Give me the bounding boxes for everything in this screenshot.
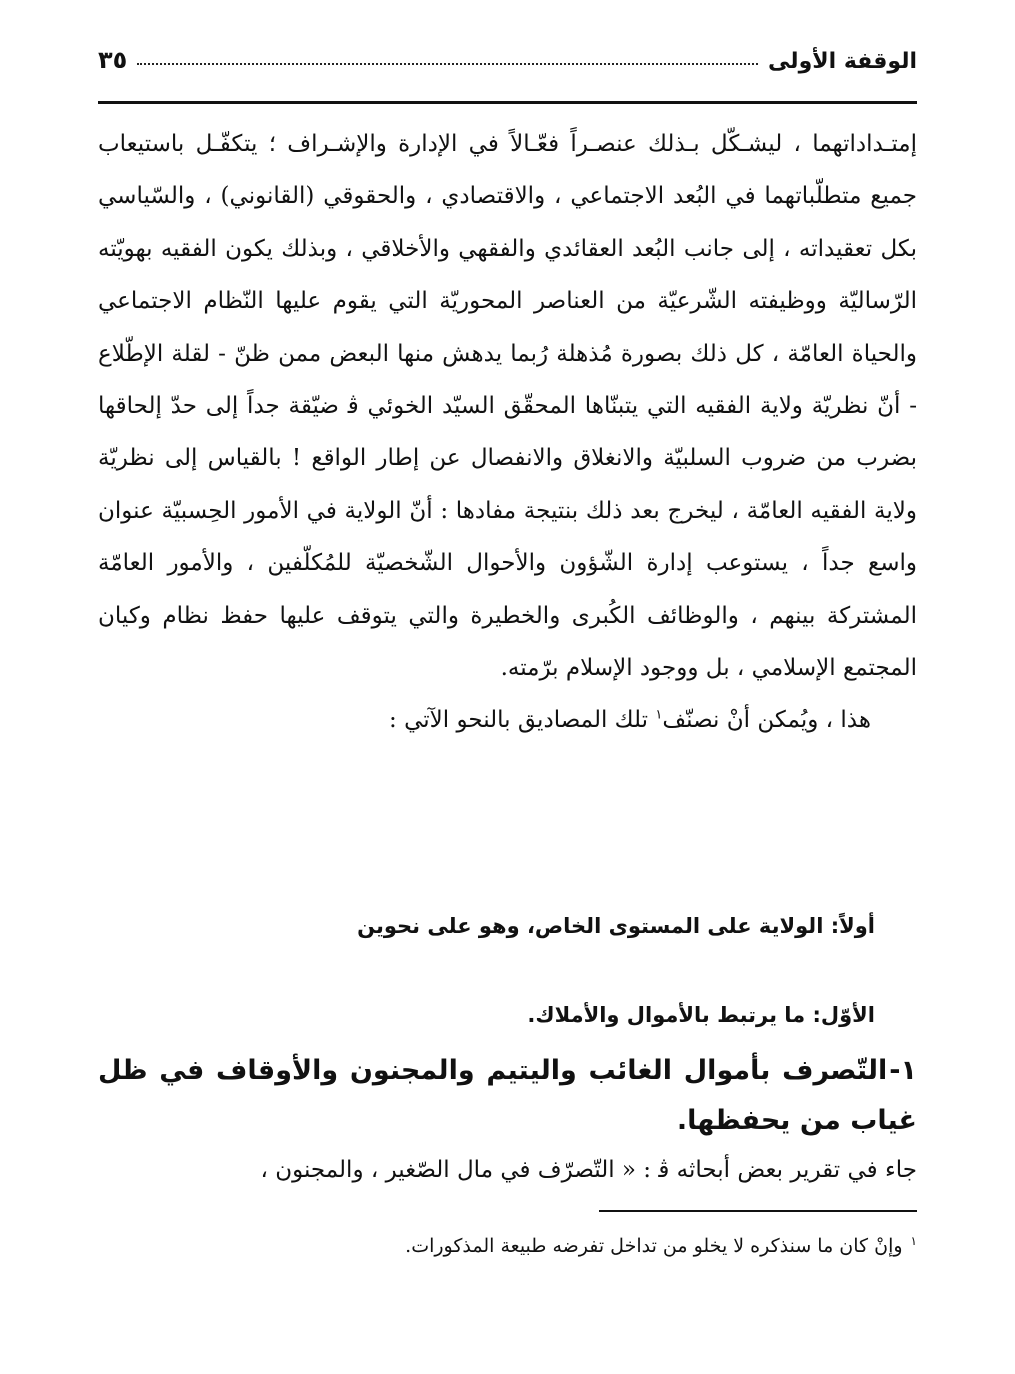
footnote-reference[interactable]: ١ <box>655 707 663 723</box>
paragraph-2-text-b: تلك المصاديق بالنحو الآتي : <box>389 707 656 734</box>
header-rule <box>98 101 917 104</box>
paragraph-2 <box>98 694 917 746</box>
subsection-heading: الأوّل: ما يرتبط بالأموال والأملاك. <box>527 1003 875 1027</box>
running-title: الوقفة الأولى <box>768 49 917 74</box>
body-text <box>98 118 917 747</box>
page-number: ٣٥ <box>98 46 128 74</box>
item-heading-text: التّصرف بأموال الغائب واليتيم والمجنون والأوقاف في ظل غياب من يحفظها. <box>98 1055 917 1136</box>
leader-dots <box>137 63 758 65</box>
footnote-rule <box>599 1210 917 1212</box>
item-number: ١- <box>889 1055 917 1086</box>
paragraph-2-text-a: هذا ، ويُمكن أنْ نصنّف <box>662 707 871 734</box>
running-header <box>98 30 917 74</box>
section-heading: أولاً: الولاية على المستوى الخاص، وهو على نحوين <box>357 914 875 938</box>
footnote-number: ١ <box>910 1233 917 1248</box>
item-heading <box>98 1046 917 1146</box>
paragraph-1: إمتـداداتهما ، ليشـكّل بـذلك عنصـراً فعّـالاً في الإدارة والإشـراف ؛ يتكفّـل باستيعاب جميع متطلّباتهما في البُعد الاجتماعي ، والاقتصادي ، والحقوقي (القانوني) ، والسّياسي بكل تعقيداته ، إلى جانب البُعد العقائدي والفقهي والأخلاقي ، وبذلك يكون الفقيه بهويّته الرّساليّة ووظيفته الشّرعيّة من العناصر المحوريّة التي يقوم عليها النّظام الاجتماعي والحياة العامّة ، كل ذلك بصورة مُذهلة رُبما يدهش منها البعض ممن ظنّ - لقلة الإطّلاع - أنّ نظريّة ولاية الفقيه التي يتبنّاها المحقّق السيّد الخوئي ﭬ ضيّقة جداً إلى حدّ إلحاقها بضرب من ضروب السلبيّة والانغلاق والانفصال عن إطار الواقع ! بالقياس إلى نظريّة ولاية الفقيه العامّة ، ليخرج بعد ذلك بنتيجة مفادها : أنّ الولاية في الأمور الحِسبيّة عنوان واسع جداً ، يستوعب إدارة الشّؤون والأحوال الشّخصيّة للمُكلّفين ، والأمور العامّة المشتركة بينهم ، والوظائف الكُبرى والخطيرة والتي يتوقف عليها حفظ نظام وكيان المجتمع الإسلامي ، بل ووجود الإسلام برّمته. <box>98 131 917 682</box>
paragraph-3: جاء في تقرير بعض أبحاثه ﭬ : « التّصرّف في مال الصّغير ، والمجنون ، <box>260 1157 917 1183</box>
footnote <box>98 1230 917 1262</box>
footnote-text: وإنْ كان ما سنذكره لا يخلو من تداخل تفرضه طبيعة المذكورات. <box>405 1235 903 1257</box>
